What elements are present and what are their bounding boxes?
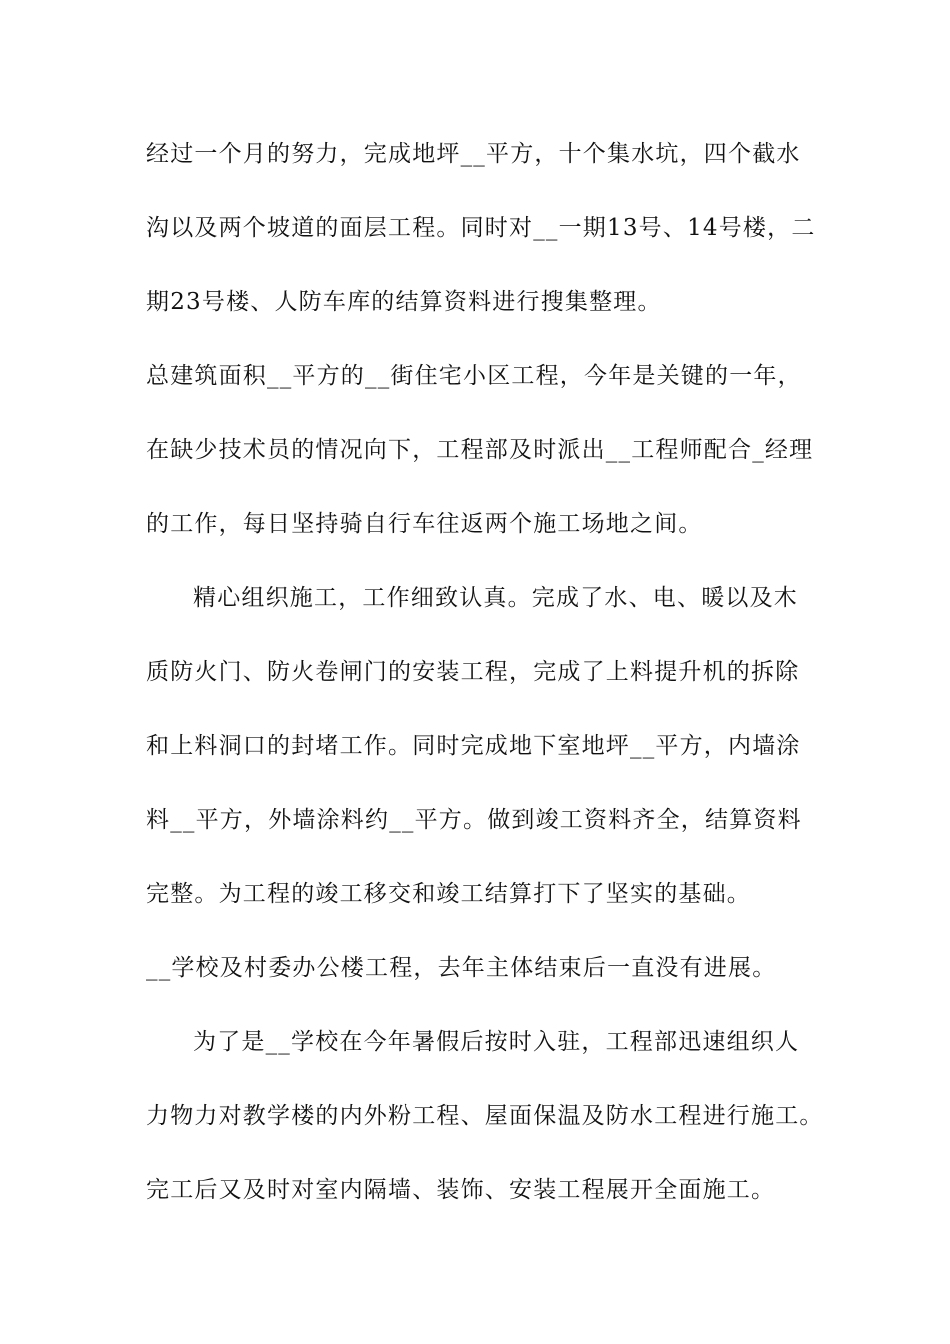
text-line-15: 完工后又及时对室内隔墙、装饰、安装工程展开全面施工。 [146,1177,776,1203]
text-line-6: 的工作，每日坚持骑自行车往返两个施工场地之间。 [146,511,703,537]
text-line-2: 沟以及两个坡道的面层工程。同时对__一期13号、14号楼，二 [146,215,816,241]
text-line-9: 和上料洞口的封堵工作。同时完成地下室地坪__平方，内墙涂 [146,733,801,759]
text-line-13: 为了是__学校在今年暑假后按时入驻，工程部迅速组织人 [193,1029,800,1055]
text-line-4: 总建筑面积__平方的__街住宅小区工程，今年是关键的一年， [146,363,802,389]
text-line-10: 料__平方，外墙涂料约__平方。做到竣工资料齐全，结算资料 [146,807,802,833]
text-line-3: 期23号楼、人防车库的结算资料进行搜集整理。 [146,289,662,315]
text-line-8: 质防火门、防火卷闸门的安装工程，完成了上料提升机的拆除 [146,659,800,685]
text-line-14: 力物力对教学楼的内外粉工程、屋面保温及防水工程进行施工。 [146,1103,824,1129]
text-line-5: 在缺少技术员的情况向下，工程部及时派出__工程师配合_经理 [146,437,814,463]
text-line-12: __学校及村委办公楼工程，去年主体结束后一直没有进展。 [146,955,777,981]
text-line-1: 经过一个月的努力，完成地坪__平方，十个集水坑，四个截水 [146,141,801,167]
text-line-7: 精心组织施工，工作细致认真。完成了水、电、暖以及木 [193,585,798,611]
text-line-11: 完整。为工程的竣工移交和竣工结算打下了坚实的基础。 [146,881,751,907]
